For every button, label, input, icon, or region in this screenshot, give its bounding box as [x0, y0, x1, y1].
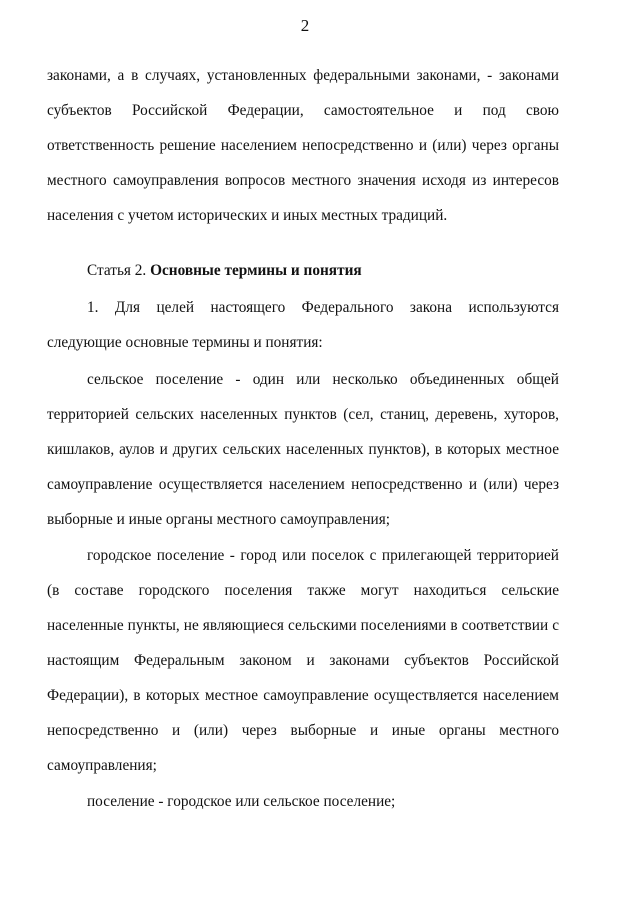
clause-line: следующие основные термины и понятия: [47, 334, 323, 351]
definition-line: (в составе городского поселения также могут находиться сельские [47, 582, 559, 599]
article-title: Основные термины и понятия [150, 262, 362, 279]
definition-line: городское поселение - город или поселок с прилегающей территорией [87, 547, 559, 564]
article-heading [87, 261, 362, 281]
definition-line: населенные пункты, не являющиеся сельскими поселениями в соответствии с [47, 617, 559, 634]
definition-line: настоящим Федеральным законом и законами субъектов Российской [47, 652, 559, 669]
article-prefix: Статья 2. [87, 262, 147, 279]
clause-line: 1. Для целей настоящего Федерального закона используются [87, 299, 559, 316]
paragraph-line: законами, а в случаях, установленных федеральными законами, - законами [47, 67, 559, 84]
paragraph-line: субъектов Российской Федерации, самостоятельное и под свою [47, 102, 559, 119]
definition-line: территорией сельских населенных пунктов (сел, станиц, деревень, хуторов, [47, 406, 559, 423]
definition-line: поселение - городское или сельское поселение; [87, 793, 396, 810]
page-number: 2 [300, 16, 310, 35]
definition-line: Федерации), в которых местное самоуправление осуществляется населением [47, 687, 559, 704]
paragraph-line: местного самоуправления вопросов местного значения исходя из интересов [47, 172, 559, 189]
definition-line: самоуправление осуществляется населением непосредственно и (или) через [47, 476, 559, 493]
definition-line: самоуправления; [47, 757, 157, 774]
paragraph-line: населения с учетом исторических и иных местных традиций. [47, 207, 448, 224]
definition-line: выборные и иные органы местного самоуправления; [47, 511, 390, 528]
definition-line: непосредственно и (или) через выборные и иные органы местного [47, 722, 559, 739]
definition-line: сельское поселение - один или несколько объединенных общей [87, 371, 559, 388]
definition-line: кишлаков, аулов и других сельских населенных пунктов), в которых местное [47, 441, 559, 458]
paragraph-line: ответственность решение населением непосредственно и (или) через органы [47, 137, 559, 154]
